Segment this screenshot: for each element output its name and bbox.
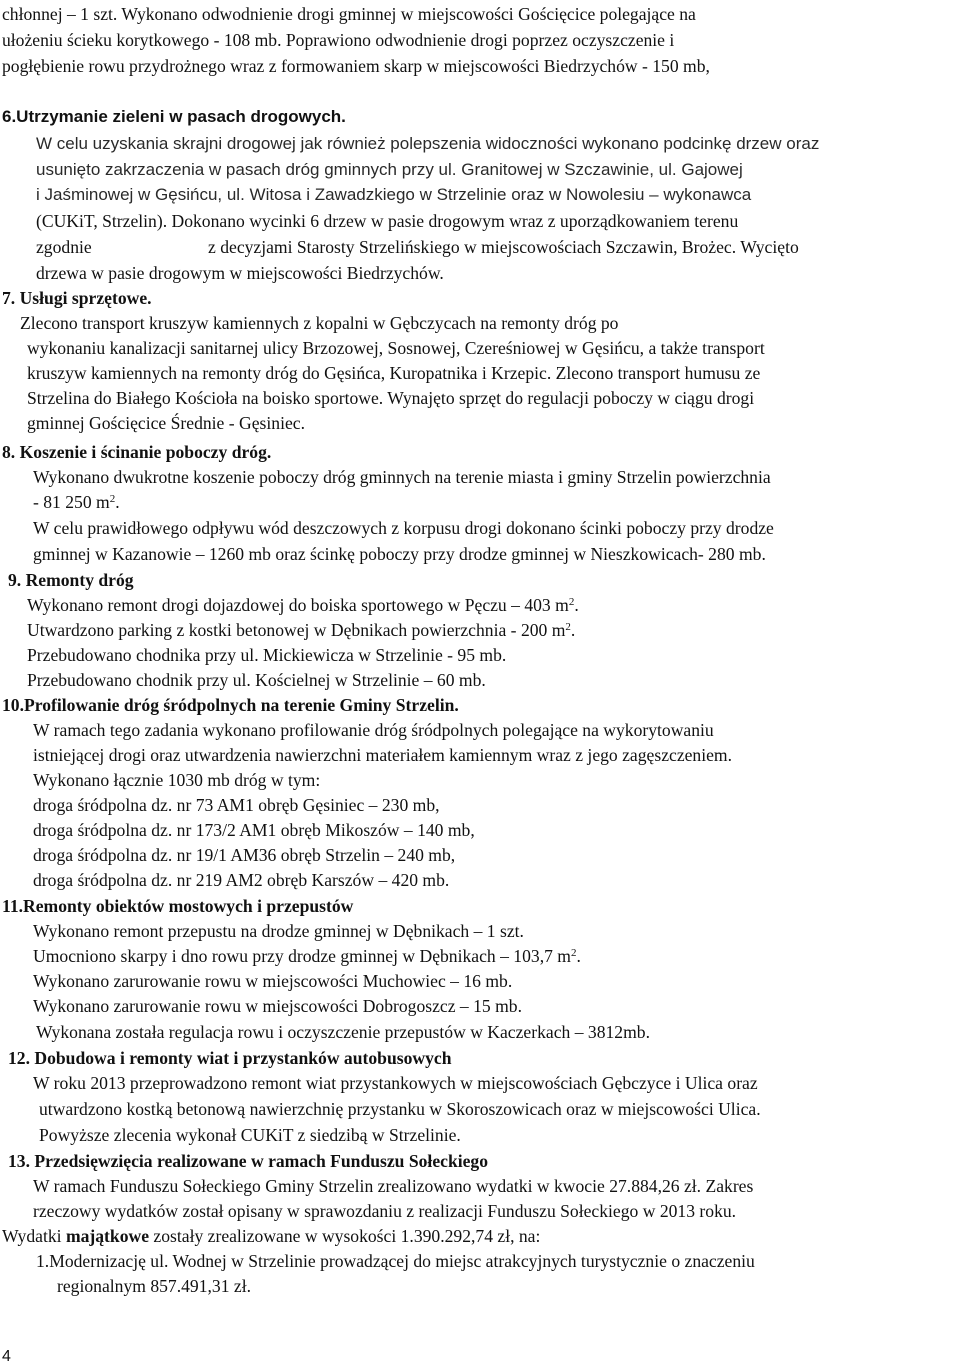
- text-line: [33, 494, 120, 512]
- text-line: (CUKiT, Strzelin). Dokonano wycinki 6 drzew w pasie drogowym wraz z uporządkowaniem terenu: [36, 211, 739, 231]
- section-heading-10: 10.Profilowanie dróg śródpolnych na terenie Gminy Strzelin.: [2, 695, 459, 715]
- text-line: [2, 1228, 540, 1246]
- text-line: rzeczowy wydatków został opisany w sprawozdaniu z realizacji Funduszu Sołeckiego w 2013 roku.: [33, 1201, 737, 1221]
- text-line: droga śródpolna dz. nr 19/1 AM36 obręb Strzelin – 240 mb,: [33, 845, 456, 865]
- text-span: .: [574, 595, 579, 615]
- text-line: droga śródpolna dz. nr 173/2 AM1 obręb Mikoszów – 140 mb,: [33, 820, 475, 840]
- text-line: W ramach Funduszu Sołeckiego Gminy Strzelin zrealizowano wydatki w kwocie 27.884,26 zł. Zakres: [33, 1176, 754, 1196]
- text-line: droga śródpolna dz. nr 73 AM1 obręb Gęsiniec – 230 mb,: [33, 795, 440, 815]
- text-line: [27, 597, 579, 615]
- emphasis-text: majątkowe: [65, 1226, 150, 1246]
- text-line: gminnej w Kazanowie – 1260 mb oraz ścinkę poboczy przy drodze gminnej w Nieszkowicach- 280 mb.: [33, 544, 766, 564]
- text-line: utwardzono kostką betonową nawierzchnię przystanku w Skoroszowicach oraz w miejscowości Ulica.: [39, 1099, 761, 1119]
- superscript: 2: [109, 492, 116, 505]
- superscript: 2: [565, 620, 571, 633]
- text-line: regionalnym 857.491,31 zł.: [57, 1276, 251, 1296]
- text-line: W roku 2013 przeprowadzono remont wiat przystankowych w miejscowościach Gębczyce i Ulica oraz: [33, 1073, 758, 1093]
- text-line: usunięto zakrzaczenia w pasach dróg gminnych przy ul. Granitowej w Szczawinie, ul. Gajowej: [36, 160, 743, 179]
- text-line: zgodnie: [36, 237, 92, 257]
- text-line: z decyzjami Starosty Strzelińskiego w miejscowościach Szczawin, Brożec. Wycięto: [208, 237, 799, 257]
- text-span: .: [115, 492, 120, 512]
- text-line: W ramach tego zadania wykonano profilowanie dróg śródpolnych polegające na wykorytowaniu: [33, 720, 714, 740]
- text-span: Wydatki: [2, 1226, 66, 1246]
- text-line: i Jaśminowej w Gęsińcu, ul. Witosa i Zawadzkiego w Strzelinie oraz w Nowolesiu – wykonawca: [36, 185, 752, 204]
- text-span: .: [576, 946, 581, 966]
- text-line: Strzelina do Białego Kościoła na boisko sportowe. Wynajęto sprzęt do regulacji poboczy w ciągu drogi: [27, 388, 755, 408]
- section-heading-9: 9. Remonty dróg: [8, 570, 134, 590]
- text-line: kruszyw kamiennych na remonty dróg do Gęsińca, Kuropatnika i Krzepic. Zlecono transport humusu ze: [27, 363, 761, 383]
- text-line: W celu uzyskania skrajni drogowej jak również polepszenia widoczności wykonano podcinkę drzew oraz: [36, 134, 820, 153]
- section-heading-13: 13. Przedsięwzięcia realizowane w ramach Funduszu Sołeckiego: [8, 1151, 489, 1171]
- text-line: ułożeniu ścieku korytkowego - 108 mb. Poprawiono odwodnienie drogi poprzez oczyszczenie i: [2, 30, 675, 50]
- section-heading-6: 6.Utrzymanie zieleni w pasach drogowych.: [2, 107, 346, 126]
- text-line: Zlecono transport kruszyw kamiennych z kopalni w Gębczycach na remonty dróg po: [20, 313, 619, 333]
- text-line: pogłębienie rowu przydrożnego wraz z formowaniem skarp w miejscowości Biedrzychów - 150 mb,: [2, 56, 710, 76]
- text-span: Wykonano remont drogi dojazdowej do boiska sportowego w Pęczu – 403 m: [27, 595, 569, 615]
- text-line: Przebudowano chodnika przy ul. Mickiewicza w Strzelinie - 95 mb.: [27, 645, 507, 665]
- text-line: wykonaniu kanalizacji sanitarnej ulicy Brzozowej, Sosnowej, Czereśniowej w Gęsińcu, a także transport: [27, 338, 765, 358]
- text-line: gminnej Gościęcice Średnie - Gęsiniec.: [27, 413, 305, 433]
- text-line: drzewa w pasie drogowym w miejscowości Biedrzychów.: [36, 263, 444, 283]
- text-span: - 81 250 m: [33, 492, 110, 512]
- text-line: istniejącej drogi oraz utwardzenia nawierzchni materiałem kamiennym wraz z jego zagęszczeniem.: [33, 745, 733, 765]
- text-line: Wykonano zarurowanie rowu w miejscowości Muchowiec – 16 mb.: [33, 971, 513, 991]
- superscript: 2: [570, 946, 577, 959]
- text-span: .: [570, 620, 576, 640]
- text-line: Wykonano łącznie 1030 mb dróg w tym:: [33, 770, 321, 790]
- text-line: Wykonano dwukrotne koszenie poboczy dróg gminnych na terenie miasta i gminy Strzelin powierzchnia: [33, 467, 771, 487]
- text-line: Wykonano remont przepustu na drodze gminnej w Dębnikach – 1 szt.: [33, 921, 524, 941]
- text-line: chłonnej – 1 szt. Wykonano odwodnienie drogi gminnej w miejscowości Gościęcice polegające na: [2, 4, 696, 24]
- text-line: Wykonano zarurowanie rowu w miejscowości Dobrogoszcz – 15 mb.: [33, 996, 522, 1016]
- section-heading-11: 11.Remonty obiektów mostowych i przepustów: [2, 896, 354, 916]
- text-span: Utwardzono parking z kostki betonowej w Dębnikach powierzchnia - 200 m: [27, 620, 566, 640]
- superscript: 2: [568, 595, 575, 608]
- section-heading-12: 12. Dobudowa i remonty wiat i przystanków autobusowych: [8, 1048, 452, 1068]
- text-line: 1.Modernizację ul. Wodnej w Strzelinie prowadzącej do miejsc atrakcyjnych turystycznie o znaczeniu: [36, 1251, 755, 1271]
- text-line: Wykonana została regulacja rowu i oczyszczenie przepustów w Kaczerkach – 3812mb.: [36, 1022, 650, 1042]
- page-number: 4: [2, 1348, 11, 1365]
- text-span: zostały zrealizowane w wysokości 1.390.292,74 zł, na:: [149, 1226, 541, 1246]
- text-span: Umocniono skarpy i dno rowu przy drodze gminnej w Dębnikach – 103,7 m: [33, 946, 571, 966]
- text-line: W celu prawidłowego odpływu wód deszczowych z korpusu drogi dokonano ścinki poboczy przy drodze: [33, 518, 774, 538]
- section-heading-7: 7. Usługi sprzętowe.: [2, 288, 152, 308]
- text-line: Przebudowano chodnik przy ul. Kościelnej w Strzelinie – 60 mb.: [27, 670, 486, 690]
- text-line: [33, 948, 581, 966]
- text-line: droga śródpolna dz. nr 219 AM2 obręb Karszów – 420 mb.: [33, 870, 450, 890]
- text-line: Powyższe zlecenia wykonał CUKiT z siedzibą w Strzelinie.: [39, 1125, 461, 1145]
- section-heading-8: 8. Koszenie i ścinanie poboczy dróg.: [2, 442, 272, 462]
- text-line: [27, 622, 575, 640]
